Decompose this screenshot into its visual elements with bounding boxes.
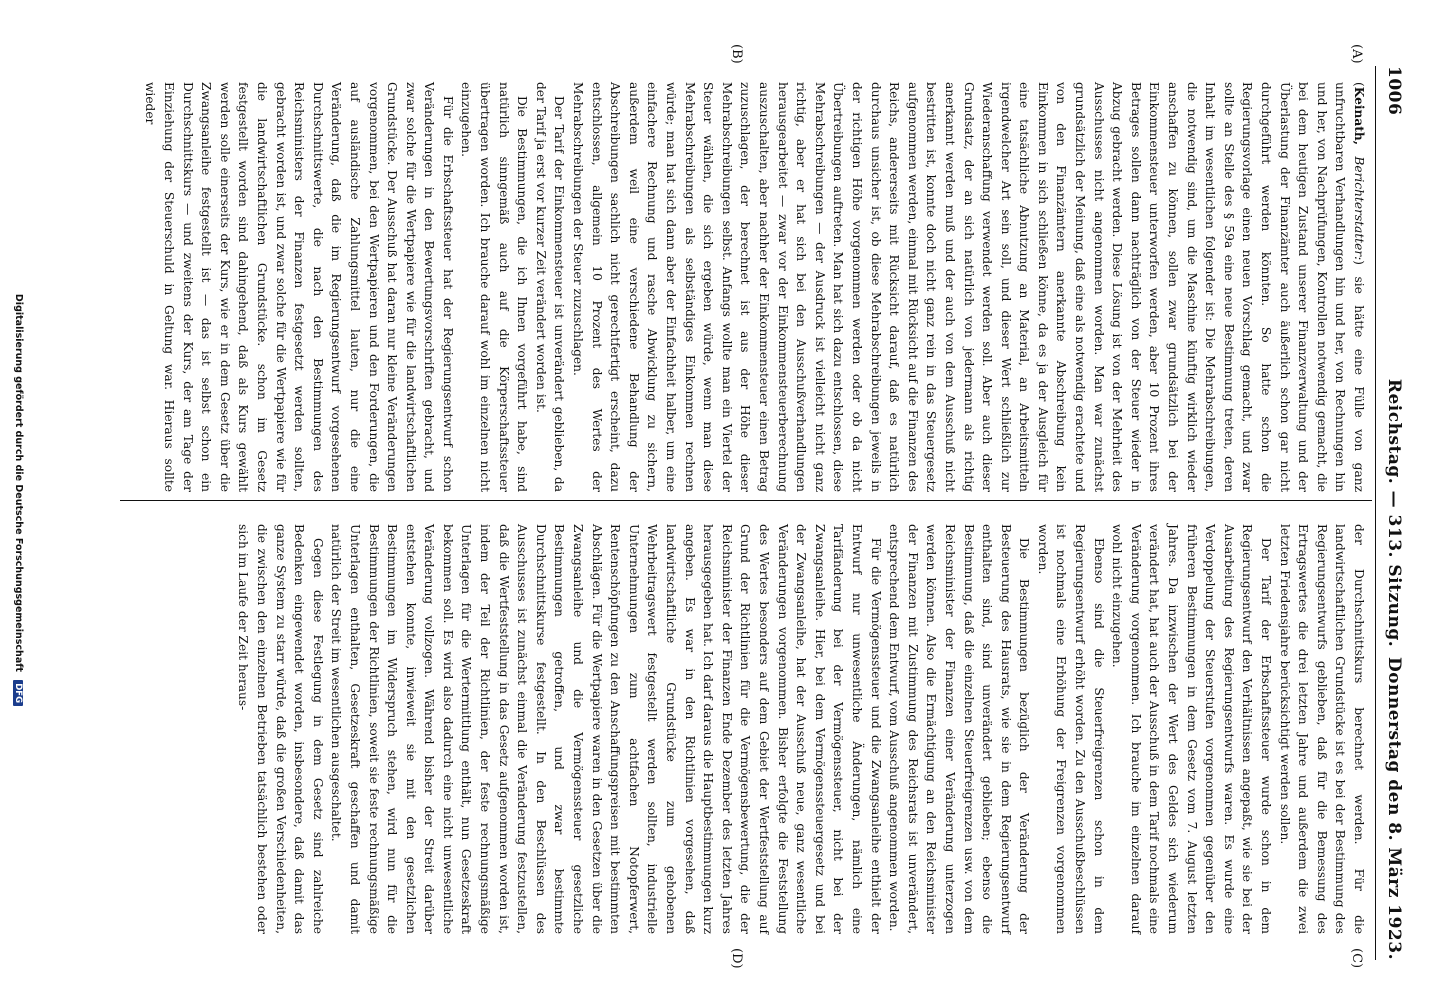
digitization-credit	[13, 0, 24, 1000]
margin-marker-b: (B)	[729, 44, 744, 64]
header-rule	[1375, 66, 1376, 960]
right-paragraph-3: Ebenso sind die Steuerfreigrenzen schon in dem Regierungsentwurf erhöht worden. Zu den Ausschußbeschlüssen ist nochmals eine Erhöhung der Freigrenzen vorgenommen worden.	[1035, 524, 1106, 934]
margin-marker-d: (D)	[729, 948, 744, 969]
right-paragraph-2: Der Tarif der Erbschaftssteuer wurde schon in dem Regierungsentwurf den Verhältnissen angepaßt, wie sie bei der Ausarbeitung des Regierungsentwurfs waren. Es wurde eine Verdoppelung der Steuerstufen vorgenommen gegenüber den früheren Bestimmungen in dem Gesetz vom 7. August letzten Jahres. Da inzwischen der Wert des Geldes sich wiederum verändert hat, hat auch der Ausschuß in dem Tarif nochmals eine Veränderung vorgenommen. Ich brauche im einzelnen darauf wohl nicht einzugehen.	[1110, 524, 1274, 934]
margin-marker-a: (A)	[1349, 44, 1364, 64]
dfg-logo: DFG	[13, 680, 23, 706]
credit-text: Digitalisierung gefördert durch die Deutsche Forschungsgemeinschaft	[13, 293, 24, 672]
right-column	[236, 524, 1368, 934]
page-number: 1006	[1384, 66, 1404, 116]
left-paragraph-3: Die Bestimmungen, die ich Ihnen vorgeführt habe, sind natürlich sinngemäß auch auf die Körperschaftssteuer übertragen worden. Ich brauche darauf wohl im einzelnen nicht einzugehen.	[459, 82, 530, 492]
page-header	[1376, 66, 1404, 960]
speaker-name: Keinath,	[1352, 86, 1366, 145]
right-paragraph-6: Gegen diese Festlegung in dem Gesetz sind zahlreiche Bedenken eingewendet worden, insbesondere, daß damit das ganze System zu starr würde, daß die großen Verschiedenheiten, die zwischen den einzelnen Betrieben tatsächlich bestehen oder sich im Laufe der Zeit heraus-	[236, 524, 325, 934]
left-paragraph-4: Für die Erbschaftssteuer hat der Regierungsentwurf schon Veränderungen in den Bewertungsvorschriften gebracht, und zwar solche für die Wertpapiere wie für die landwirtschaftlichen Grundstücke. Der Ausschuß hat daran nur kleine Veränderungen vorgenommen, bei den Wertpapieren und den Forderungen, die auf ausländische Zahlungsmittel lauten, nur die eine Veränderung, daß die im Regierungsentwurf vorgesehenen Durchschnittswerte, die nach den Bestimmungen des Reichsministers der Finanzen festgesetzt werden sollten, gebracht worden ist, und zwar solche für die Wertpapiere wie für die landwirtschaftlichen Grundstücke. schon im Gesetz festgestellt worden sind dahingehend, daß als Kurs gewählt werden solle einerseits der Kurs, wie er in dem Gesetz über die Zwangsanleihe festgestellt ist — das ist selbst schon ein Durchschnittskurs — und zweitens der Kurs, der am Tage der Einziehung der Steuerschuld in Geltung war. Hieraus sollte wieder	[143, 82, 455, 492]
column-divider	[120, 500, 1372, 501]
session-date: Donnerstag den 8. März 1923.	[1384, 656, 1404, 960]
right-paragraph-1: der Durchschnittskurs berechnet werden. Für die landwirtschaftlichen Grundstücke ist es bei der Bestimmung des Regierungsentwurfs geblieben, daß für die Bemessung des Ertragswertes die drei letzten Jahre und außerdem die zwei letzten Friedensjahre berücksichtigt werden sollen.	[1277, 524, 1366, 934]
left-paragraph-2: Der Tarif der Einkommensteuer ist unverändert geblieben, da der Tarif ja erst vor kurzer Zeit verändert worden ist.	[533, 82, 567, 492]
paragraph-text: sie hätte eine Fülle von ganz unfruchtbaren Verhandlungen hin und her, von Rechnungen hin und her, von Nachprüfungen, Kontrollen notwendig gemacht, die bei dem heutigen Zustand unserer Finanzverwaltung und der Überlastung der Finanzämter auch äußerlich schon gar nicht durchgeführt werden könnten. So hatte schon die Regierungsvorlage einen neuen Vorschlag gemacht, und zwar sollte an Stelle des § 59a eine neue Bestimmung treten, deren Inhalt im wesentlichen folgender ist: Die Mehrabschreibungen, die notwendig sind, um die Maschine künftig wirklich wieder anschaffen zu können, sollen zwar grundsätzlich bei der Einkommensteuer unterworfen werden, aber 10 Prozent ihres Betrages sollen dann nachträglich von der Steuer wieder in Abzug gebracht werden. Diese Lösung ist von der Mehrheit des Ausschusses nicht angenommen worden. Man war zunächst grundsätzlich der Meinung, daß eine als notwendig erachtete und von den Finanzämtern anerkannte Abschreibung kein Einkommen in sich schließen könne, da es ja der Ausgleich für eine tatsächliche Abnutzung an Material, an Arbeitsmitteln irgendwelcher Art sein soll, und dieser Wert schließlich zur Wiederanschaffung verwendet werden soll. Aber auch dieser Grundsatz, der an sich natürlich von jedermann als richtig anerkannt werden muß und der auch von dem Ausschuß nicht bestritten ist, konnte doch nicht ganz rein in das Steuergesetz aufgenommen werden, einmal mit Rücksicht auf die Finanzen des Reichs, andererseits mit Rücksicht darauf, daß es natürlich durchaus unsicher ist, ob diese Mehrabschreibungen jeweils in der richtigen Höhe vorgenommen werden oder ob da nicht Übertreibungen auftreten. Man hat sich dazu entschlossen, diese Mehrabschreibungen — der Ausdruck ist vielleicht nicht ganz richtig, aber er hat sich bei den Ausschußverhandlungen herausgearbeitet — zwar vor der Einkommensteuerberechnung auszuschalten, aber nachher der Einkommensteuer einen Betrag zuzuschlagen, der berechnet ist aus der Höhe dieser Mehrabschreibungen selbst. Anfangs wollte man ein Viertel der Steuer wählen, die sich ergeben würde, wenn man diese Mehrabschreibungen als selbständiges Einkommen rechnen würde; man hat sich dann aber der Einfachheit halber, um eine einfachere Rechnung und rasche Abwicklung zu sichern, außerdem weil eine verschiedene Behandlung der Abschreibungen sachlich nicht gerechtfertigt erscheint, dazu entschlossen, allgemein 10 Prozent des Wertes der Mehrabschreibungen der Steuer zuzuschlagen.	[571, 82, 1366, 492]
left-paragraph-1: (Keinath, Berichterstatter:) sie hätte eine Fülle von ganz unfruchtbaren Verhandlungen hin und her, von Rechnungen hin und her, von Nachprüfungen, Kontrollen notwendig gemacht, die bei dem heutigen Zustand unserer Finanzverwaltung und der Überlastung der Finanzämter auch äußerlich schon gar nicht durchgeführt werden könnten. So hatte schon die Regierungsvorlage einen neuen Vorschlag gemacht, und zwar sollte an Stelle des § 59a eine neue Bestimmung treten, deren Inhalt im wesentlichen folgender ist: Die Mehrabschreibungen, die notwendig sind, um die Maschine künftig wirklich wieder anschaffen zu können, sollen zwar grundsätzlich bei der Einkommensteuer unterworfen werden, aber 10 Prozent ihres Betrages sollen dann nachträglich von der Steuer wieder in Abzug gebracht werden. Diese Lösung ist von der Mehrheit des Ausschusses nicht angenommen worden. Man war zunächst grundsätzlich der Meinung, daß eine als notwendig erachtete und von den Finanzämtern anerkannte Abschreibung kein Einkommen in sich schließen könne, da es ja der Ausgleich für eine tatsächliche Abnutzung an Material, an Arbeitsmitteln irgendwelcher Art sein soll, und dieser Wert schließlich zur Wiederanschaffung verwendet werden soll. Aber auch dieser Grundsatz, der an sich natürlich von jedermann als richtig anerkannt werden muß und der auch von dem Ausschuß nicht bestritten ist, konnte doch nicht ganz rein in das Steuergesetz aufgenommen werden, einmal mit Rücksicht auf die Finanzen des Reichs, andererseits mit Rücksicht darauf, daß es natürlich durchaus unsicher ist, ob diese Mehrabschreibungen jeweils in der richtigen Höhe vorgenommen werden oder ob da nicht Übertreibungen auftreten. Man hat sich dazu entschlossen, diese Mehrabschreibungen — der Ausdruck ist vielleicht nicht ganz richtig, aber er hat sich bei den Ausschußverhandlungen herausgearbeitet — zwar vor der Einkommensteuerberechnung auszuschalten, aber nachher der Einkommensteuer einen Betrag zuzuschlagen, der berechnet ist aus der Höhe dieser Mehrabschreibungen selbst. Anfangs wollte man ein Viertel der Steuer wählen, die sich ergeben würde, wenn man diese Mehrabschreibungen als selbständiges Einkommen rechnen würde; man hat sich dann aber der Einfachheit halber, um eine einfachere Rechnung und rasche Abwicklung zu sichern, außerdem weil eine verschiedene Behandlung der Abschreibungen sachlich nicht gerechtfertigt erscheint, dazu entschlossen, allgemein 10 Prozent des Wertes der Mehrabschreibungen der Steuer zuzuschlagen.	[571, 82, 1366, 492]
speaker-role: Berichterstatter:	[1352, 156, 1366, 261]
margin-marker-c: (C)	[1349, 948, 1364, 969]
left-column	[143, 82, 1368, 492]
session-title: Reichstag. — 313. Sitzung.	[1384, 378, 1404, 648]
right-paragraph-4: Die Bestimmungen bezüglich der Veränderung der Besteuerung des Hausrats, wie sie in dem Regierungsentwurf enthalten sind, sind unverändert geblieben; ebenso die Bestimmung, daß die einzelnen Steuerfreigrenzen usw. von dem Reichsminister der Finanzen einer Veränderung unterzogen werden können. Also die Ermächtigung an den Reichsminister der Finanzen mit Zustimmung des Reichsrats ist unverändert, entsprechend dem Entwurf, vom Ausschuß angenommen worden.	[887, 524, 1032, 934]
right-paragraph-5: Für die Vermögenssteuer und die Zwangsanleihe enthielt der Entwurf nur unwesentliche Änderungen, nämlich eine Tarifänderung bei der Vermögenssteuer, nicht bei der Zwangsanleihe. Hier, bei dem Vermögenssteuergesetz und bei der Zwangsanleihe, hat der Ausschuß neue, ganz wesentliche Veränderungen vorgenommen. Bisher erfolgte die Feststellung des Wertes besonders auf dem Gebiet der Wertfeststellung auf Grund der Richtlinien für die Vermögensbewertung, die der Reichsminister der Finanzen Ende Dezember des letzten Jahres herausgegeben hat. Ich darf daraus die Hauptbestimmungen kurz angeben. Es war in den Richtlinien vorgesehen, daß landwirtschaftliche Grundstücke zum gehobenen Wehrbeitragswert festgestellt werden sollten, industrielle Unternehmungen zum achtfachen Notopferwert, Rentenschöpfungen zu den Anschaffungspreisen mit bestimmten Abschlägen. Für die Wertpapiere waren in den Gesetzen über die Zwangsanleihe und die Vermögenssteuer gesetzliche Bestimmungen getroffen, und zwar bestimmte Durchschnittskurse festgestellt. In den Beschlüssen des Ausschusses ist zunächst einmal die Veränderung festzustellen, daß die Wertfeststellung in das Gesetz aufgenommen worden ist, indem der Teil der Richtlinien, der feste rechnungsmäßige Unterlagen für die Wertermittlung enthält, nun Gesetzeskraft bekommen soll. Es wird also dadurch eine nicht unwesentliche Veränderung vollzogen. Während bisher der Streit darüber entstehen konnte, inwieweit sie mit den gesetzlichen Bestimmungen im Widerspruch stehen, wird nun für die Bestimmungen der Richtlinien, soweit sie feste rechnungsmäßige Unterlagen enthalten, Gesetzeskraft geschaffen und damit natürlich der Streit im wesentlichen ausgeschaltet.	[329, 524, 883, 934]
